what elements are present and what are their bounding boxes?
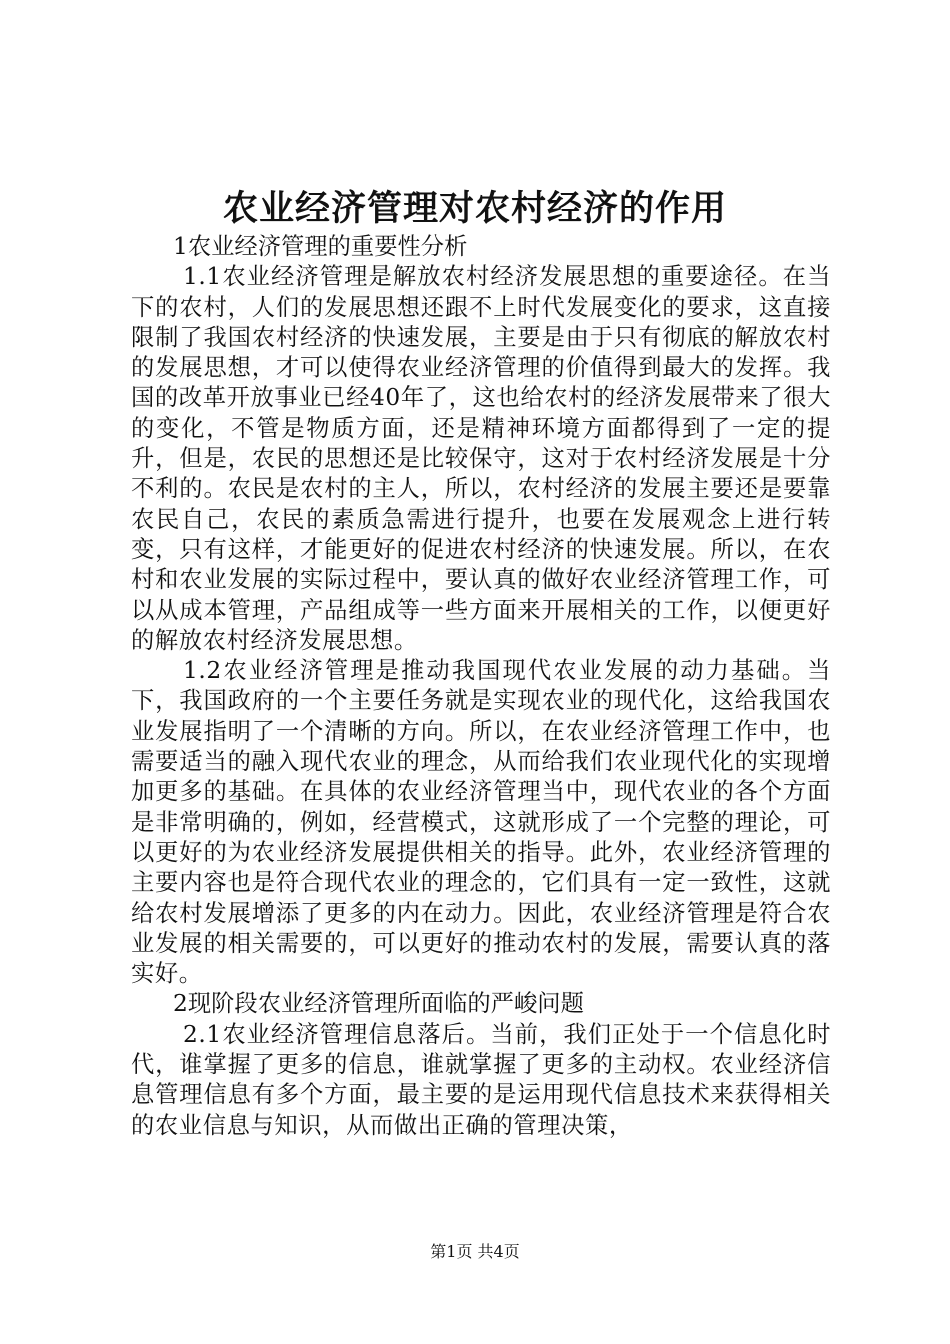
page-footer: 第1页 共4页 <box>430 1242 520 1261</box>
section-heading: 1农业经济管理的重要性分析 <box>173 233 468 260</box>
paragraph: 1.2农业经济管理是推动我国现代农业发展的动力基础。当下，我国政府的一个主要任务就是实现农业的现代化，这给我国农业发展指明了一个清晰的方向。所以，在农业经济管理工作中，也需要适当的融入现代农业的理念，从而给我们农业现代化的实现增加更多的基础。在具体的农业经济管理当中，现代农业的各个方面是非常明确的，例如，经营模式，这就形成了一个完整的理论，可以更好的为农业经济发展提供相关的指导。此外，农业经济管理的主要内容也是符合现代农业的理念的，它们具有一定一致性，这就给农村发展增添了更多的内在动力。因此，农业经济管理是符合农业发展的相关需要的，可以更好的推动农村的发展，需要认真的落实好。 <box>131 657 831 988</box>
section-heading: 2现阶段农业经济管理所面临的严峻问题 <box>173 990 584 1018</box>
paragraph: 2.1农业经济管理信息落后。当前，我们正处于一个信息化时代，谁掌握了更多的信息，谁就掌握了更多的主动权。农业经济信息管理信息有多个方面，最主要的是运用现代信息技术来获得相关的农业信息与知识，从而做出正确的管理决策， <box>131 1020 831 1139</box>
paragraph: 1.1农业经济管理是解放农村经济发展思想的重要途径。在当下的农村，人们的发展思想还跟不上时代发展变化的要求，这直接限制了我国农村经济的快速发展，主要是由于只有彻底的解放农村的发展思想，才可以使得农业经济管理的价值得到最大的发挥。我国的改革开放事业已经40年了，这也给农村的经济发展带来了很大的变化，不管是物质方面，还是精神环境方面都得到了一定的提升，但是，农民的思想还是比较保守，这对于农村经济发展是十分不利的。农民是农村的主人，所以，农村经济的发展主要还是要靠农民自己，农民的素质急需进行提升，也要在发展观念上进行转变，只有这样，才能更好的促进农村经济的快速发展。所以，在农村和农业发展的实际过程中，要认真的做好农业经济管理工作，可以从成本管理，产品组成等一些方面来开展相关的工作，以便更好的解放农村经济发展思想。 <box>131 263 831 654</box>
document-body <box>131 232 831 1141</box>
document-title: 农业经济管理对农村经济的作用 <box>222 188 727 229</box>
